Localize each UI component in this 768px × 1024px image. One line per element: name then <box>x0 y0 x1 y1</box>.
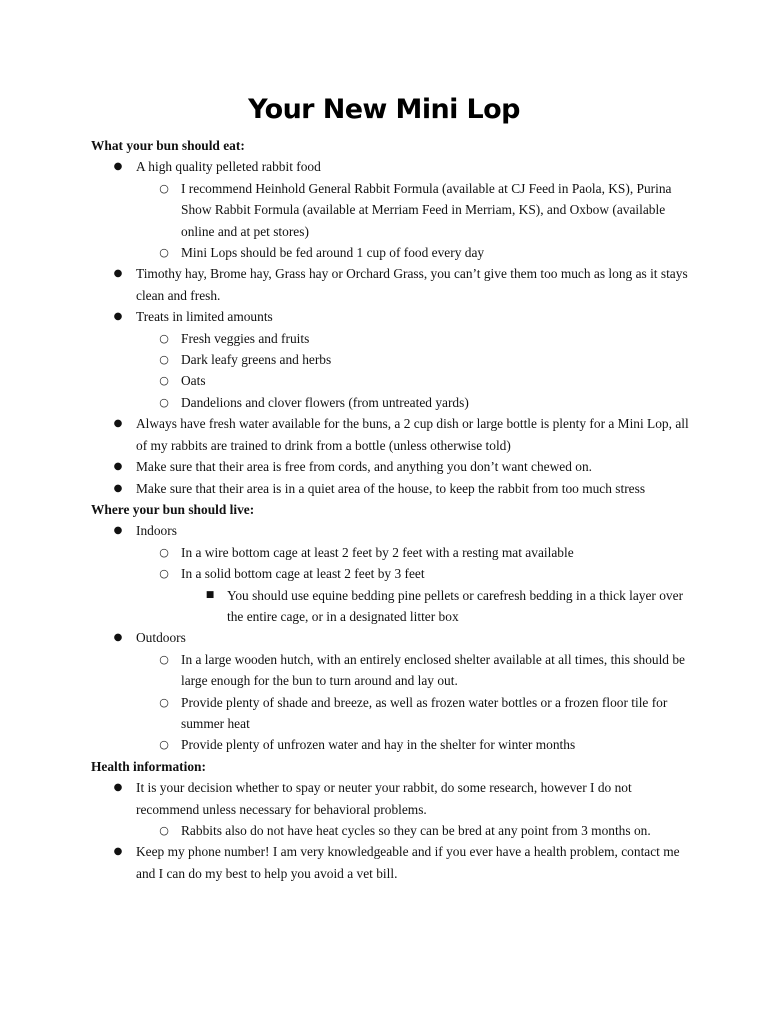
list-item <box>91 841 691 884</box>
bullet-list-level-1 <box>91 520 691 755</box>
section <box>91 499 691 756</box>
list-item <box>91 156 691 263</box>
list-item <box>91 413 691 456</box>
list-item-text: In a large wooden hutch, with an entirely enclosed shelter available at all times, this should be large enough for the bun to turn around and lay out. <box>181 651 685 689</box>
filled-circle-bullet-icon: ● <box>113 846 123 858</box>
filled-circle-bullet-icon: ● <box>113 311 123 323</box>
bullet-list-level-2 <box>136 649 691 756</box>
bullet-list-level-1 <box>91 777 691 884</box>
list-item-text: A high quality pelleted rabbit food <box>136 159 321 175</box>
list-item-text: Provide plenty of shade and breeze, as well as frozen water bottles or a frozen floor tile for summer heat <box>181 694 668 731</box>
hollow-circle-bullet-icon: ○ <box>159 545 169 559</box>
section <box>91 135 691 499</box>
hollow-circle-bullet-icon: ○ <box>159 652 169 666</box>
hollow-circle-bullet-icon: ○ <box>159 246 169 260</box>
list-item-text: Make sure that their area is free from cords, and anything you don’t want chewed on. <box>136 459 593 475</box>
list-item-text: Rabbits also do not have heat cycles so they can be bred at any point from 3 months on. <box>181 823 651 838</box>
bullet-list-level-1 <box>91 156 691 499</box>
filled-circle-bullet-icon: ● <box>113 482 123 494</box>
hollow-circle-bullet-icon: ○ <box>159 395 169 409</box>
list-item <box>136 328 691 349</box>
bullet-list-level-2 <box>136 328 691 414</box>
list-item <box>91 478 691 499</box>
document-title: Your New Mini Lop <box>248 94 520 125</box>
list-item-text: Fresh veggies and fruits <box>181 330 310 346</box>
list-item-text: Timothy hay, Brome hay, Grass hay or Orchard Grass, you can’t give them too much as long as it stays clean and fresh. <box>136 266 688 303</box>
hollow-circle-bullet-icon: ○ <box>159 824 169 837</box>
bullet-list-level-2 <box>136 542 691 628</box>
filled-circle-bullet-icon: ● <box>113 418 123 430</box>
filled-circle-bullet-icon: ● <box>113 161 123 173</box>
list-item-text: I recommend Heinhold General Rabbit Formula (available at CJ Feed in Paola, KS), Purina Show Rabbit Formula (available at Merriam Feed in Merriam, KS), and Oxbow (available online and at pet stores) <box>181 180 672 239</box>
list-item <box>91 456 691 477</box>
list-item-text: Mini Lops should be fed around 1 cup of food every day <box>181 245 485 261</box>
list-item <box>136 370 691 391</box>
list-item <box>136 692 691 735</box>
list-item-text: Dandelions and clover flowers (from untreated yards) <box>181 394 469 410</box>
list-item <box>136 242 691 263</box>
list-item-text: In a wire bottom cage at least 2 feet by 2 feet with a resting mat available <box>181 544 574 560</box>
list-item <box>136 178 691 242</box>
list-item-text: Outdoors <box>136 630 186 646</box>
list-item <box>136 349 691 370</box>
hollow-circle-bullet-icon: ○ <box>159 181 169 195</box>
list-item-text: Treats in limited amounts <box>136 309 273 325</box>
list-item-text: Dark leafy greens and herbs <box>181 352 332 368</box>
section-heading: Health information: <box>91 758 206 774</box>
list-item-text: Always have fresh water available for the buns, a 2 cup dish or large bottle is plenty for a Mini Lop, all of my rabbits are trained to drink from a bottle (unless otherwise told) <box>136 416 689 453</box>
section-heading: Where your bun should live: <box>91 501 255 517</box>
list-item-text: Oats <box>181 373 206 389</box>
list-item <box>91 777 691 841</box>
list-item-text: You should use equine bedding pine pellets or carefresh bedding in a thick layer over the entire cage, or in a designated litter box <box>227 587 684 624</box>
bullet-list-level-2 <box>136 178 691 264</box>
filled-circle-bullet-icon: ● <box>113 782 123 794</box>
list-item-text: Make sure that their area is in a quiet area of the house, to keep the rabbit from too much stress <box>136 480 646 496</box>
list-item-text: Provide plenty of unfrozen water and hay in the shelter for winter months <box>181 737 576 753</box>
list-item <box>136 542 691 563</box>
list-item <box>136 392 691 413</box>
list-item <box>91 627 691 755</box>
hollow-circle-bullet-icon: ○ <box>159 567 169 581</box>
list-item-text: In a solid bottom cage at least 2 feet by 3 feet <box>181 566 425 582</box>
hollow-circle-bullet-icon: ○ <box>159 331 169 345</box>
bullet-list-level-2 <box>136 820 691 841</box>
filled-circle-bullet-icon: ● <box>113 525 123 537</box>
filled-circle-bullet-icon: ● <box>113 461 123 473</box>
list-item <box>91 520 691 627</box>
list-item-text: Indoors <box>136 523 177 539</box>
section-heading: What your bun should eat: <box>91 138 245 153</box>
section <box>91 756 691 884</box>
list-item <box>91 263 691 306</box>
hollow-circle-bullet-icon: ○ <box>159 353 169 367</box>
list-item <box>136 734 691 755</box>
list-item <box>136 649 691 692</box>
list-item <box>136 820 691 841</box>
list-item-text: It is your decision whether to spay or neuter your rabbit, do some research, however I do not recommend unless necessary for behavioral problems. <box>136 780 632 817</box>
hollow-circle-bullet-icon: ○ <box>159 695 169 709</box>
list-item <box>136 563 691 627</box>
list-item <box>181 585 691 628</box>
hollow-circle-bullet-icon: ○ <box>159 374 169 388</box>
document-body <box>91 135 691 884</box>
filled-circle-bullet-icon: ● <box>113 632 123 644</box>
hollow-circle-bullet-icon: ○ <box>159 738 169 752</box>
list-item <box>91 306 691 413</box>
square-bullet-icon: ■ <box>205 589 215 600</box>
list-item-text: Keep my phone number! I am very knowledgeable and if you ever have a health problem, contact me and I can do my best to help you avoid a vet bill. <box>136 844 680 881</box>
filled-circle-bullet-icon: ● <box>113 268 123 280</box>
bullet-list-level-3 <box>181 585 691 628</box>
